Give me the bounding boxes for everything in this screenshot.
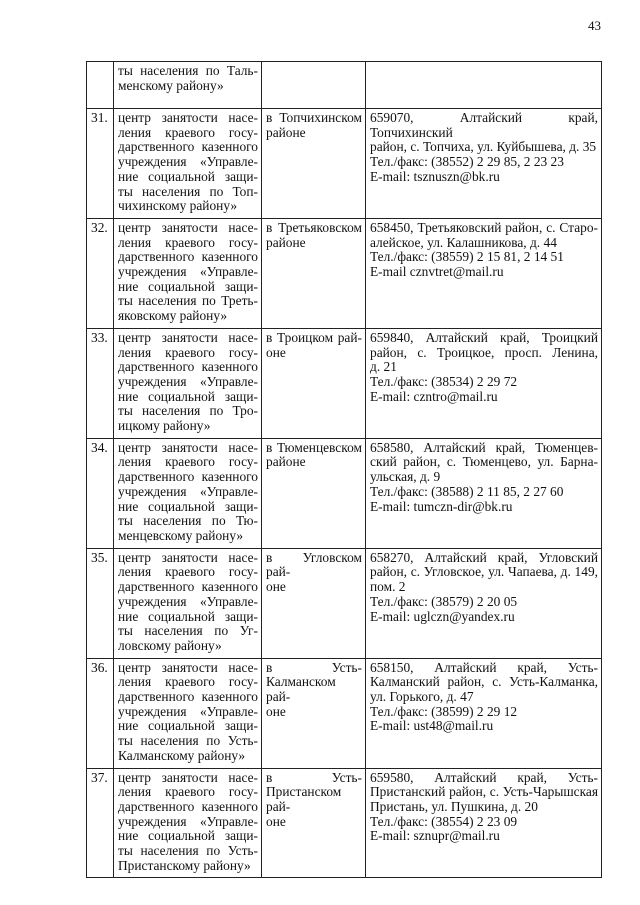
- organization-line: ты населения по Таль-: [118, 63, 258, 78]
- organization-line: ние социальной защи-: [118, 278, 258, 294]
- district-line: оне: [266, 344, 286, 360]
- email-address: E-mail: sznupr@mail.ru: [370, 828, 500, 844]
- organization-cell: [114, 658, 262, 768]
- address-line: пом. 2: [370, 579, 406, 595]
- address-line: Пристань, ул. Пушкина, д. 20: [370, 798, 538, 814]
- phone-fax: Тел./факс: (38588) 2 11 85, 2 27 60: [370, 483, 564, 499]
- email-address: E-mail: czntro@mail.ru: [370, 388, 498, 404]
- organization-line: ления краевого госу-: [118, 564, 258, 580]
- organization-line: ние социальной защи-: [118, 498, 258, 514]
- table-row: [87, 768, 602, 878]
- email-address: E-mail: tumczn-dir@bk.ru: [370, 498, 513, 514]
- district-cell: [262, 109, 366, 219]
- organization-line: яковскому району»: [118, 308, 228, 324]
- phone-fax: Тел./факс: (38559) 2 15 81, 2 14 51: [370, 249, 564, 265]
- district-line: в Усть-: [266, 659, 362, 675]
- district-line: в Тюменцевском: [266, 439, 362, 455]
- organization-line: ления краевого госу-: [118, 674, 258, 690]
- organization-line: ты населения по Топ-: [118, 183, 258, 199]
- email-address: E-mail: ust48@mail.ru: [370, 718, 494, 734]
- row-number-cell: 31.: [87, 109, 114, 219]
- organization-cell: [114, 62, 262, 109]
- district-line: оне: [266, 579, 286, 595]
- organization-line: центр занятости насе-: [118, 769, 258, 785]
- row-number-cell: [87, 62, 114, 109]
- organization-line: ние социальной защи-: [118, 388, 258, 404]
- address-cell: [366, 328, 602, 438]
- organization-line: Калманскому району»: [118, 747, 246, 763]
- organization-line: ты населения по Уг-: [118, 623, 258, 639]
- email-address: E-mail: tsznuszn@bk.ru: [370, 168, 500, 184]
- address-line: Калманский район, с. Усть-Калманка,: [370, 674, 598, 690]
- table-row: [87, 548, 602, 658]
- row-number-cell: 35.: [87, 548, 114, 658]
- organization-line: ты населения по Усть-: [118, 843, 258, 859]
- email-address: E-mail: uglczn@yandex.ru: [370, 608, 515, 624]
- organization-line: учреждения «Управле-: [118, 703, 258, 719]
- organization-line: ние социальной защи-: [118, 608, 258, 624]
- address-line: 658580, Алтайский край, Тюменцев-: [370, 439, 598, 455]
- registry-table-body: [87, 62, 602, 878]
- address-line: 658150, Алтайский край, Усть-: [370, 659, 598, 675]
- address-cell: [366, 62, 602, 109]
- phone-fax: Тел./факс: (38599) 2 29 12: [370, 703, 518, 719]
- table-row: [87, 218, 602, 328]
- organization-cell: [114, 438, 262, 548]
- district-line: районе: [266, 234, 306, 250]
- district-cell: [262, 658, 366, 768]
- row-number-cell: 36.: [87, 658, 114, 768]
- district-cell: [262, 548, 366, 658]
- address-line: ул. Горького, д. 47: [370, 689, 474, 705]
- organization-line: Пристанскому району»: [118, 857, 251, 873]
- organization-line: чихинскому району»: [118, 198, 238, 214]
- district-line: в Угловском рай-: [266, 549, 362, 580]
- organization-cell: [114, 768, 262, 878]
- organization-line: дарственного казенного: [118, 469, 258, 485]
- organization-line: дарственного казенного: [118, 359, 258, 375]
- address-line: Пристанский район, с. Усть-Чарышская: [370, 784, 598, 800]
- address-line: 658270, Алтайский край, Угловский: [370, 549, 598, 565]
- district-line: в Троицком рай-: [266, 329, 362, 345]
- address-line: д. 21: [370, 359, 397, 375]
- organization-line: ления краевого госу-: [118, 234, 258, 250]
- registry-table: [86, 61, 602, 878]
- organization-line: учреждения «Управле-: [118, 483, 258, 499]
- district-cell: [262, 62, 366, 109]
- organization-line: ты населения по Треть-: [118, 293, 258, 309]
- district-line: районе: [266, 454, 306, 470]
- address-line: район, с. Троицкое, просп. Ленина,: [370, 344, 598, 360]
- address-cell: [366, 438, 602, 548]
- organization-line: центр занятости насе-: [118, 329, 258, 345]
- organization-line: ицкому району»: [118, 418, 211, 434]
- organization-line: ления краевого госу-: [118, 124, 258, 140]
- address-cell: [366, 658, 602, 768]
- table-row: [87, 109, 602, 219]
- address-line: 659840, Алтайский край, Троицкий: [370, 329, 598, 345]
- address-cell: [366, 109, 602, 219]
- organization-line: дарственного казенного: [118, 689, 258, 705]
- organization-line: ние социальной защи-: [118, 168, 258, 184]
- organization-line: ления краевого госу-: [118, 784, 258, 800]
- organization-line: центр занятости насе-: [118, 549, 258, 565]
- phone-fax: Тел./факс: (38552) 2 29 85, 2 23 23: [370, 154, 564, 170]
- organization-line: ние социальной защи-: [118, 828, 258, 844]
- organization-line: ты населения по Усть-: [118, 733, 258, 749]
- district-line: оне: [266, 813, 286, 829]
- organization-line: учреждения «Управле-: [118, 813, 258, 829]
- organization-line: центр занятости насе-: [118, 110, 258, 125]
- organization-line: менцевскому району»: [118, 527, 244, 543]
- table-row-continuation: [87, 62, 602, 109]
- email-address: E-mail cznvtret@mail.ru: [370, 264, 504, 280]
- organization-line: менскому району»: [118, 77, 224, 93]
- address-line: район, с. Топчиха, ул. Куйбышева, д. 35: [370, 139, 597, 155]
- organization-cell: [114, 548, 262, 658]
- organization-cell: [114, 218, 262, 328]
- district-line: районе: [266, 124, 306, 140]
- organization-line: дарственного казенного: [118, 249, 258, 265]
- organization-line: учреждения «Управле-: [118, 593, 258, 609]
- address-line: ский район, с. Тюменцево, ул. Барна-: [370, 454, 598, 470]
- row-number-cell: 33.: [87, 328, 114, 438]
- row-number-cell: 37.: [87, 768, 114, 878]
- organization-line: ления краевого госу-: [118, 454, 258, 470]
- row-number-cell: 32.: [87, 218, 114, 328]
- address-line: алейское, ул. Калашникова, д. 44: [370, 234, 557, 250]
- district-line: в Топчихинском: [266, 110, 362, 125]
- organization-line: учреждения «Управле-: [118, 154, 258, 170]
- organization-line: ты населения по Тю-: [118, 513, 258, 529]
- district-cell: [262, 328, 366, 438]
- district-line: Пристанском рай-: [266, 784, 342, 814]
- organization-line: ления краевого госу-: [118, 344, 258, 360]
- organization-line: дарственного казенного: [118, 139, 258, 155]
- district-line: в Усть-: [266, 769, 362, 785]
- address-line: ульская, д. 9: [370, 469, 441, 485]
- organization-cell: [114, 328, 262, 438]
- organization-line: ние социальной защи-: [118, 718, 258, 734]
- organization-line: учреждения «Управле-: [118, 264, 258, 280]
- organization-line: центр занятости насе-: [118, 439, 258, 455]
- district-cell: [262, 768, 366, 878]
- phone-fax: Тел./факс: (38534) 2 29 72: [370, 373, 518, 389]
- table-row: [87, 328, 602, 438]
- address-line: 659580, Алтайский край, Усть-: [370, 769, 598, 785]
- address-cell: [366, 768, 602, 878]
- organization-line: ты населения по Тро-: [118, 403, 258, 419]
- organization-line: центр занятости насе-: [118, 219, 258, 235]
- district-line: оне: [266, 703, 286, 719]
- organization-line: учреждения «Управле-: [118, 373, 258, 389]
- district-line: в Третьяковском: [266, 219, 362, 235]
- page-number: 43: [588, 18, 601, 33]
- address-cell: [366, 218, 602, 328]
- address-line: район, с. Угловское, ул. Чапаева, д. 149,: [370, 564, 598, 580]
- address-cell: [366, 548, 602, 658]
- organization-line: центр занятости насе-: [118, 659, 258, 675]
- address-line: 659070, Алтайский край, Топчихинский: [370, 110, 598, 140]
- row-number-cell: 34.: [87, 438, 114, 548]
- organization-line: дарственного казенного: [118, 579, 258, 595]
- district-cell: [262, 438, 366, 548]
- phone-fax: Тел./факс: (38554) 2 23 09: [370, 813, 518, 829]
- phone-fax: Тел./факс: (38579) 2 20 05: [370, 593, 518, 609]
- organization-cell: [114, 109, 262, 219]
- district-cell: [262, 218, 366, 328]
- table-row: [87, 658, 602, 768]
- table-row: [87, 438, 602, 548]
- district-line: Калманском рай-: [266, 674, 336, 705]
- address-line: 658450, Третьяковский район, с. Старо-: [370, 219, 598, 235]
- organization-line: дарственного казенного: [118, 798, 258, 814]
- organization-line: ловскому району»: [118, 637, 222, 653]
